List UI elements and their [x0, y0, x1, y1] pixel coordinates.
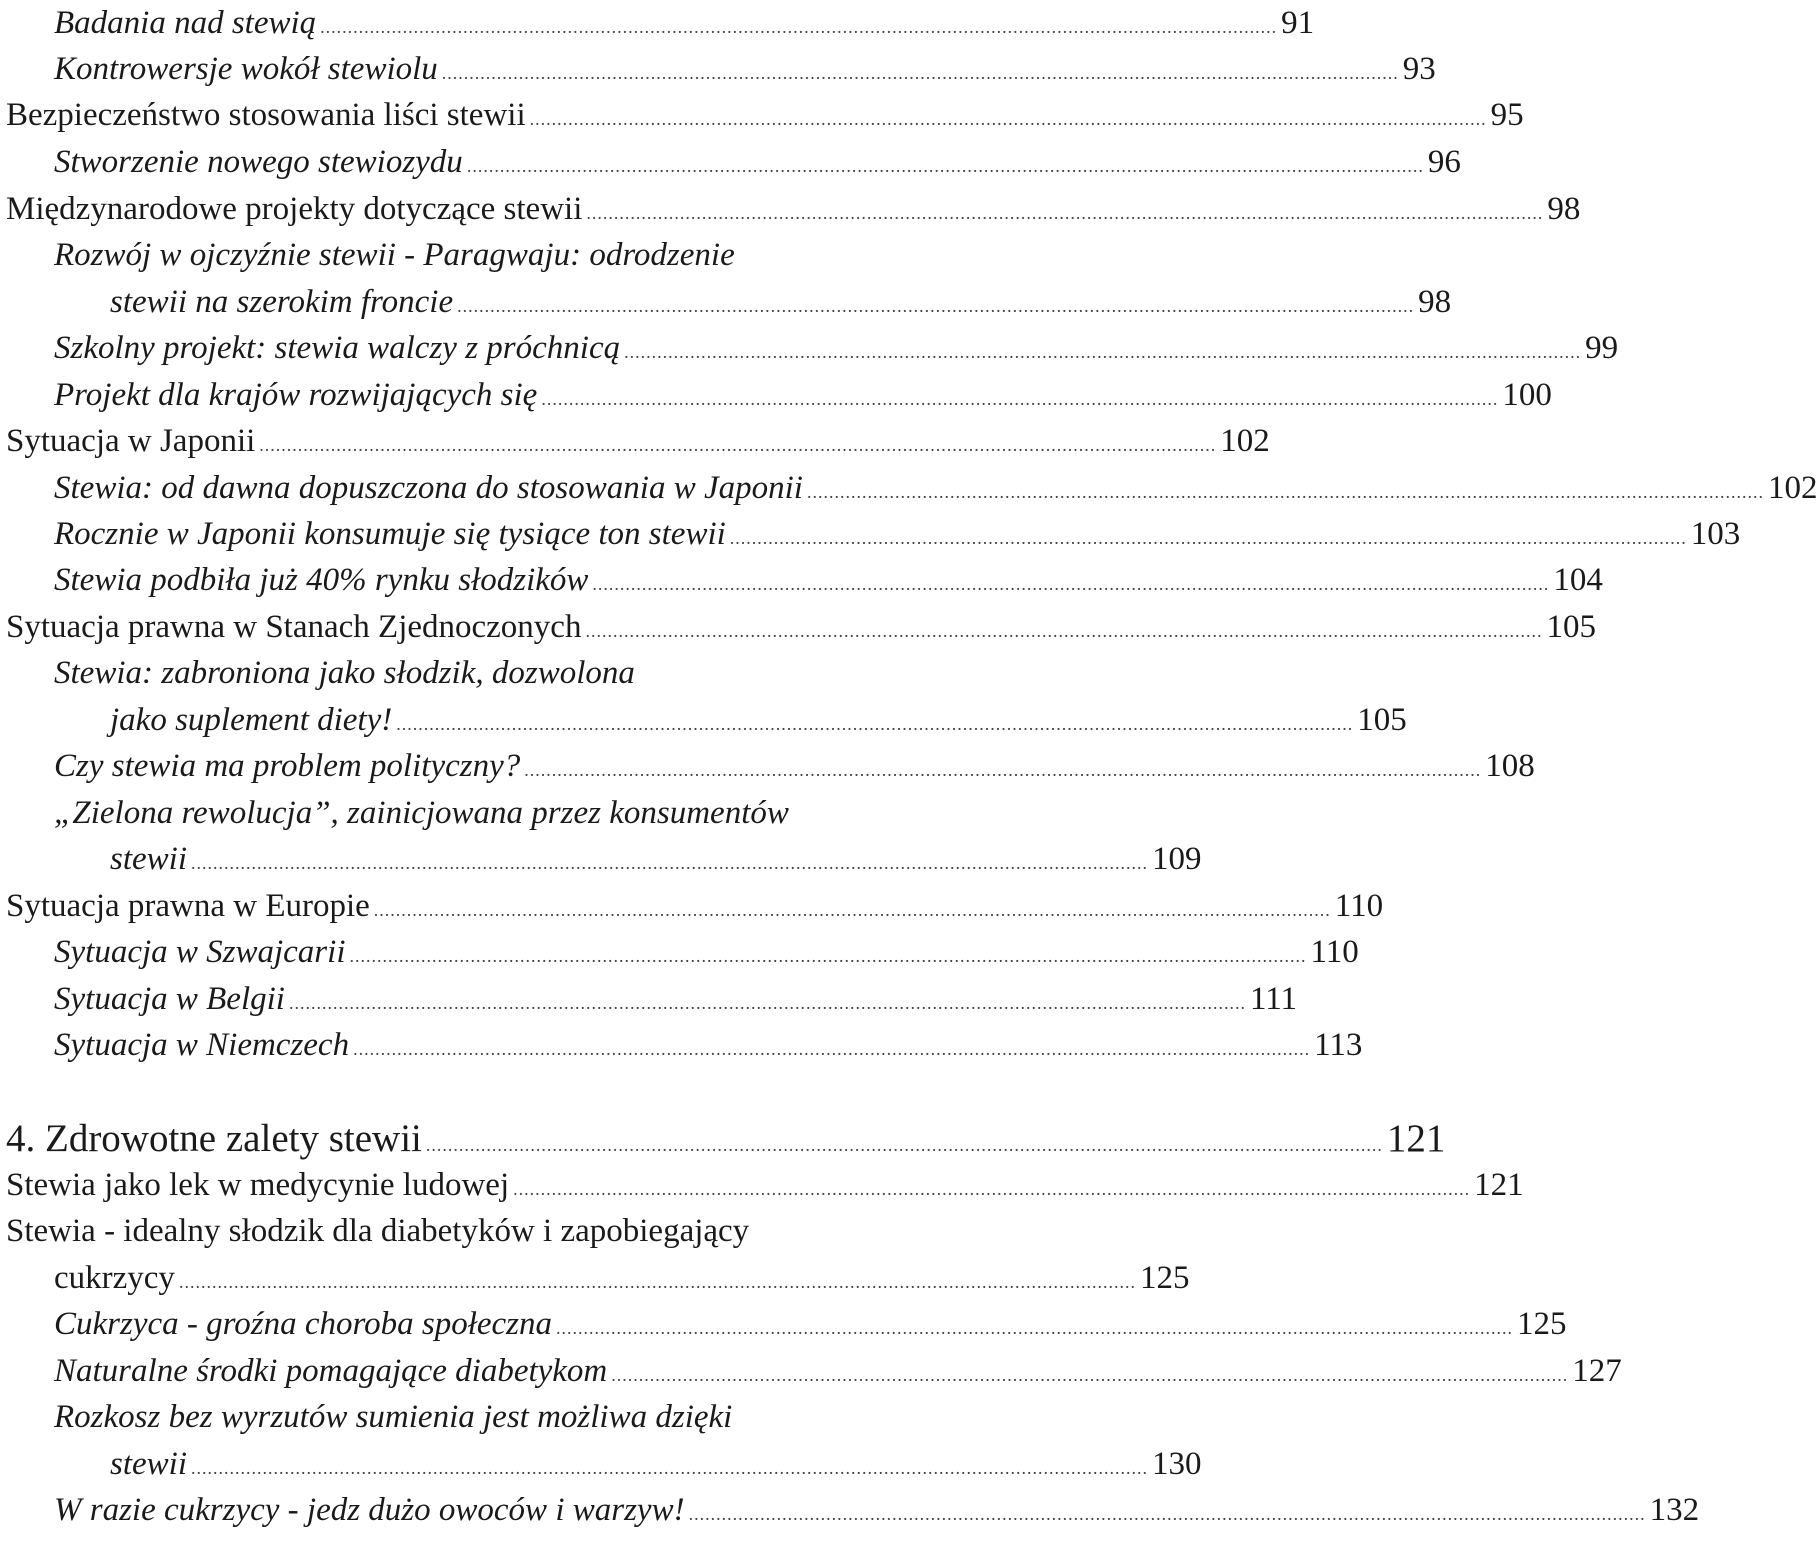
entry-title: „Zielona rewolucja”, zainicjowana przez konsumentów [54, 795, 789, 831]
toc-entry [0, 1301, 1567, 1347]
dot-leader [556, 1305, 1513, 1351]
dot-leader [611, 1352, 1568, 1398]
dot-leader [374, 887, 1331, 933]
entry-title: 4. Zdrowotne zalety stewii [6, 1117, 422, 1160]
toc-entry [0, 0, 1315, 46]
page-number: 110 [1310, 934, 1359, 970]
page-number: 130 [1152, 1446, 1202, 1482]
dot-leader [592, 561, 1549, 607]
entry-title: Sytuacja w Niemczech [54, 1027, 350, 1063]
dot-leader [513, 1166, 1470, 1212]
toc-entry [0, 186, 1581, 232]
entry-title: Kontrowersje wokół stewiolu [54, 51, 438, 87]
entry-title: Stewia podbiła już 40% rynku słodzików [54, 562, 589, 598]
dot-leader [320, 4, 1277, 50]
page-number: 96 [1427, 144, 1461, 180]
toc-entry [0, 139, 1461, 185]
entry-title: Szkolny projekt: stewia walczy z próchnicą [54, 330, 621, 366]
entry-title: stewii [110, 1446, 188, 1482]
dot-leader [530, 96, 1487, 142]
toc-entry [0, 1487, 1700, 1533]
page-number: 111 [1249, 981, 1298, 1017]
page-number: 91 [1281, 5, 1315, 41]
dot-leader [191, 840, 1148, 886]
page-number: 98 [1418, 284, 1452, 320]
entry-title: Projekt dla krajów rozwijających się [54, 377, 538, 413]
entry-title: cukrzycy [54, 1260, 175, 1296]
toc-entry [0, 465, 1817, 511]
toc-entry [0, 883, 1384, 929]
dot-leader [467, 143, 1424, 189]
dot-leader [689, 1491, 1646, 1537]
entry-title: Sytuacja w Belgii [54, 981, 285, 1017]
page-number: 109 [1152, 841, 1202, 877]
dot-leader [524, 747, 1481, 793]
page-number: 104 [1553, 562, 1603, 598]
entry-title: Badania nad stewią [54, 5, 317, 41]
dot-leader [350, 933, 1307, 979]
page-number: 127 [1572, 1353, 1622, 1389]
toc-entry [0, 511, 1741, 557]
page-number: 108 [1485, 748, 1535, 784]
page-number: 121 [1474, 1167, 1524, 1203]
toc-entry [0, 1208, 958, 1254]
entry-title: Sytuacja prawna w Stanach Zjednoczonych [6, 609, 582, 645]
toc-entry [0, 232, 1006, 278]
page-number: 105 [1546, 609, 1596, 645]
toc-entry [0, 279, 1452, 325]
dot-leader [442, 50, 1399, 96]
toc-entry [0, 557, 1603, 603]
page-number: 98 [1547, 191, 1581, 227]
toc-entry [0, 1255, 1190, 1301]
entry-title: Międzynarodowe projekty dotyczące stewii [6, 191, 583, 227]
toc-entry [0, 1441, 1202, 1487]
toc-entry [0, 929, 1359, 975]
toc-entry [0, 790, 1006, 836]
dot-leader [191, 1445, 1148, 1491]
page-number: 93 [1402, 51, 1436, 87]
toc-entry [0, 836, 1202, 882]
toc-entry [0, 650, 1006, 696]
entry-title: Sytuacja prawna w Europie [6, 888, 370, 924]
dot-leader [353, 1026, 1310, 1072]
toc-entry [0, 1162, 1524, 1208]
toc-entry [0, 418, 1270, 464]
dot-leader [457, 283, 1414, 329]
toc-entry [0, 743, 1535, 789]
entry-title: stewii na szerokim froncie [110, 284, 454, 320]
toc-entry [0, 372, 1552, 418]
page-number: 99 [1585, 330, 1619, 366]
page-number: 100 [1502, 377, 1552, 413]
page-number: 132 [1649, 1492, 1700, 1528]
toc-entry [0, 92, 1524, 138]
page-number: 95 [1490, 97, 1524, 133]
toc-entry [0, 604, 1596, 650]
entry-title: Stewia jako lek w medycynie ludowej [6, 1167, 510, 1203]
toc-entry [0, 1394, 1006, 1440]
entry-title: Stewia: od dawna dopuszczona do stosowania w Japonii [54, 470, 803, 506]
dot-leader [289, 980, 1246, 1026]
entry-title: Stewia: zabroniona jako słodzik, dozwolona [54, 655, 635, 691]
entry-title: Rozwój w ojczyźnie stewii - Paragwaju: odrodzenie [54, 237, 735, 273]
entry-title: Stworzenie nowego stewiozydu [54, 144, 463, 180]
page-number: 125 [1139, 1260, 1190, 1296]
entry-title: W razie cukrzycy - jedz dużo owoców i warzyw! [54, 1492, 685, 1528]
page-number: 110 [1334, 888, 1384, 924]
page-number: 105 [1357, 702, 1407, 738]
toc-entry [0, 697, 1407, 743]
entry-title: Sytuacja w Szwajcarii [54, 934, 346, 970]
toc-entry [0, 325, 1619, 371]
dot-leader [624, 329, 1581, 375]
page-number: 103 [1690, 516, 1741, 552]
entry-title: Rozkosz bez wyrzutów sumienia jest możliwa dzięki [54, 1399, 733, 1435]
entry-title: jako suplement diety! [110, 702, 393, 738]
dot-leader [807, 469, 1764, 515]
entry-title: Czy stewia ma problem polityczny? [54, 748, 521, 784]
page-number: 121 [1386, 1117, 1446, 1160]
toc-entry [0, 46, 1436, 92]
entry-title: Cukrzyca - groźna choroba społeczna [54, 1306, 552, 1342]
toc-entry [0, 976, 1298, 1022]
entry-title: Naturalne środki pomagające diabetykom [54, 1353, 608, 1389]
entry-title: Rocznie w Japonii konsumuje się tysiące ton stewii [54, 516, 726, 552]
dot-leader [730, 515, 1687, 561]
page-number: 102 [1220, 423, 1270, 459]
page-number: 113 [1314, 1027, 1363, 1063]
dot-leader [586, 190, 1543, 236]
chapter-heading [0, 1116, 1446, 1162]
toc-entry [0, 1022, 1363, 1068]
dot-leader [179, 1259, 1136, 1305]
page-number: 102 [1767, 470, 1817, 506]
dot-leader [259, 422, 1216, 468]
entry-title: Sytuacja w Japonii [6, 423, 256, 459]
entry-title: Bezpieczeństwo stosowania liści stewii [6, 97, 526, 133]
dot-leader [396, 701, 1353, 747]
dot-leader [585, 608, 1542, 654]
toc-entry [0, 1348, 1622, 1394]
page-number: 125 [1517, 1306, 1567, 1342]
entry-title: Stewia - idealny słodzik dla diabetyków i zapobiegający [6, 1213, 750, 1249]
entry-title: stewii [110, 841, 188, 877]
dot-leader [541, 376, 1498, 422]
